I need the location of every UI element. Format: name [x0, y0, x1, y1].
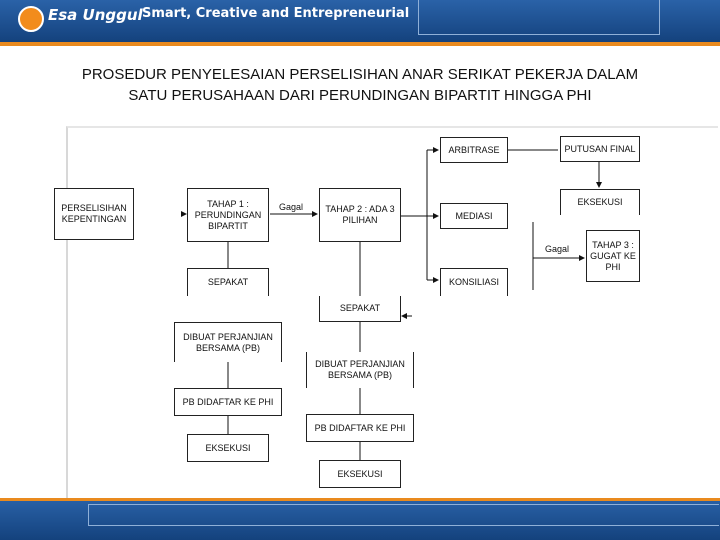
footer-frame: [88, 504, 719, 526]
box-eksekusi-1: EKSEKUSI: [187, 434, 269, 462]
label-gagal-1: Gagal: [279, 202, 304, 212]
box-tahap2: TAHAP 2 : ADA 3 PILIHAN: [319, 188, 401, 242]
footer-accent-line: [0, 498, 720, 501]
logo-text: Esa Unggul: [48, 6, 143, 24]
box-konsiliasi: KONSILIASI: [440, 268, 508, 296]
box-daftar-phi-2: PB DIDAFTAR KE PHI: [306, 414, 414, 442]
box-sepakat-2: SEPAKAT: [319, 296, 401, 322]
box-pb-2: DIBUAT PERJANJIAN BERSAMA (PB): [306, 352, 414, 388]
box-eksekusi-3: EKSEKUSI: [560, 189, 640, 215]
box-putusan-final: PUTUSAN FINAL: [560, 136, 640, 162]
box-arbitrase: ARBITRASE: [440, 137, 508, 163]
box-perselisihan-kepentingan: PERSELISIHAN KEPENTINGAN: [54, 188, 134, 240]
box-pb-1: DIBUAT PERJANJIAN BERSAMA (PB): [174, 322, 282, 362]
title-line-2: SATU PERUSAHAAN DARI PERUNDINGAN BIPARTIT HINGGA PHI: [128, 87, 592, 104]
label-gagal-2: Gagal: [545, 244, 570, 254]
box-tahap3: TAHAP 3 : GUGAT KE PHI: [586, 230, 640, 282]
title-line-1: PROSEDUR PENYELESAIAN PERSELISIHAN ANAR SERIKAT PEKERJA DALAM: [81, 66, 639, 83]
tagline: Smart, Creative and Entrepreneurial: [142, 6, 410, 21]
box-tahap1: TAHAP 1 : PERUNDINGAN BIPARTIT: [187, 188, 269, 242]
box-mediasi: MEDIASI: [440, 203, 508, 229]
box-sepakat-1: SEPAKAT: [187, 268, 269, 296]
box-daftar-phi-1: PB DIDAFTAR KE PHI: [174, 388, 282, 416]
box-eksekusi-2: EKSEKUSI: [319, 460, 401, 488]
